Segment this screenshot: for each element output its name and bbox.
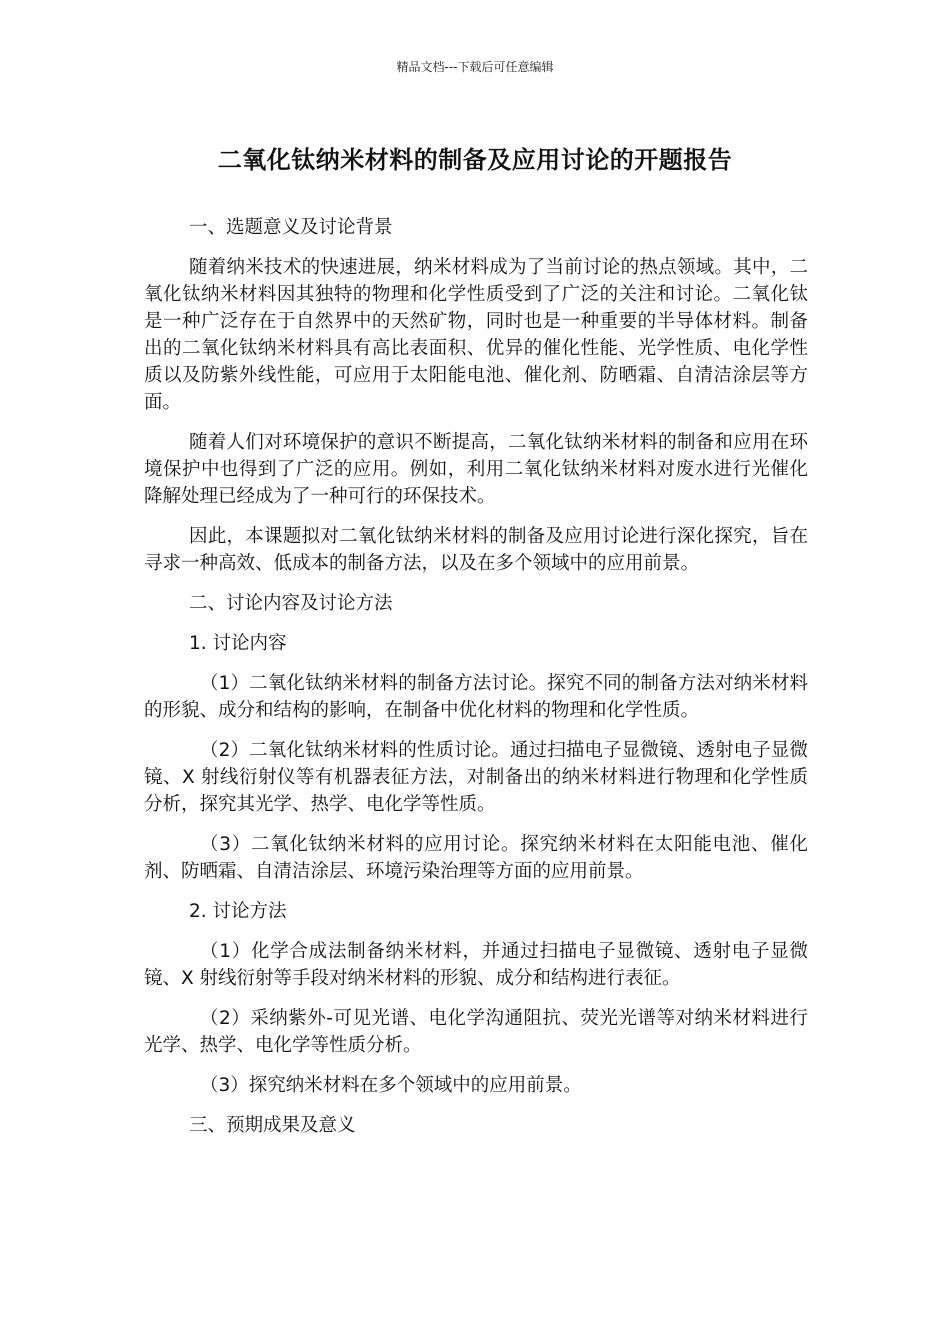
list-item: （2）采纳紫外-可见光谱、电化学沟通阻抗、荧光光谱等对纳米材料进行光学、热学、电化学等性质分析。 — [144, 1008, 808, 1056]
document-title: 二氧化钛纳米材料的制备及应用讨论的开题报告 — [217, 146, 733, 174]
page-header: 精品文档---下载后可任意编辑 — [396, 60, 554, 74]
subsection-heading: 1. 讨论内容 — [189, 633, 287, 654]
section-heading: 三、预期成果及意义 — [189, 1115, 356, 1136]
subsection-heading: 2. 讨论方法 — [189, 901, 287, 922]
paragraph: 随着人们对环境保护的意识不断提高，二氧化钛纳米材料的制备和应用在环境保护中也得到了广泛的应用。例如，利用二氧化钛纳米材料对废水进行光催化降解处理已经成为了一种可行的环保技术。 — [144, 432, 808, 507]
section-heading: 二、讨论内容及讨论方法 — [189, 593, 393, 614]
document-body — [144, 214, 808, 1152]
list-item: （1）化学合成法制备纳米材料，并通过扫描电子显微镜、透射电子显微镜、X 射线衍射等手段对纳米材料的形貌、成分和结构进行表征。 — [144, 941, 808, 989]
paragraph: 随着纳米技术的快速进展，纳米材料成为了当前讨论的热点领域。其中，二氧化钛纳米材料因其独特的物理和化学性质受到了广泛的关注和讨论。二氧化钛是一种广泛存在于自然界中的天然矿物，同时也是一种重要的半导体材料。制备出的二氧化钛纳米材料具有高比表面积、优异的催化性能、光学性质、电化学性质以及防紫外线性能，可应用于太阳能电池、催化剂、防晒霜、自清洁涂层等方面。 — [144, 257, 808, 413]
list-item: （1）二氧化钛纳米材料的制备方法讨论。探究不同的制备方法对纳米材料的形貌、成分和结构的影响，在制备中优化材料的物理和化学性质。 — [144, 673, 808, 721]
list-item: （2）二氧化钛纳米材料的性质讨论。通过扫描电子显微镜、透射电子显微镜、X 射线衍射仪等有机器表征方法，对制备出的纳米材料进行物理和化学性质分析，探究其光学、热学、电化学等性质。 — [144, 740, 808, 815]
list-item: （3）探究纳米材料在多个领域中的应用前景。 — [200, 1075, 582, 1096]
paragraph: 因此，本课题拟对二氧化钛纳米材料的制备及应用讨论进行深化探究，旨在寻求一种高效、低成本的制备方法，以及在多个领域中的应用前景。 — [144, 526, 808, 574]
list-item: （3）二氧化钛纳米材料的应用讨论。探究纳米材料在太阳能电池、催化剂、防晒霜、自清洁涂层、环境污染治理等方面的应用前景。 — [144, 834, 808, 882]
section-heading: 一、选题意义及讨论背景 — [189, 217, 393, 238]
